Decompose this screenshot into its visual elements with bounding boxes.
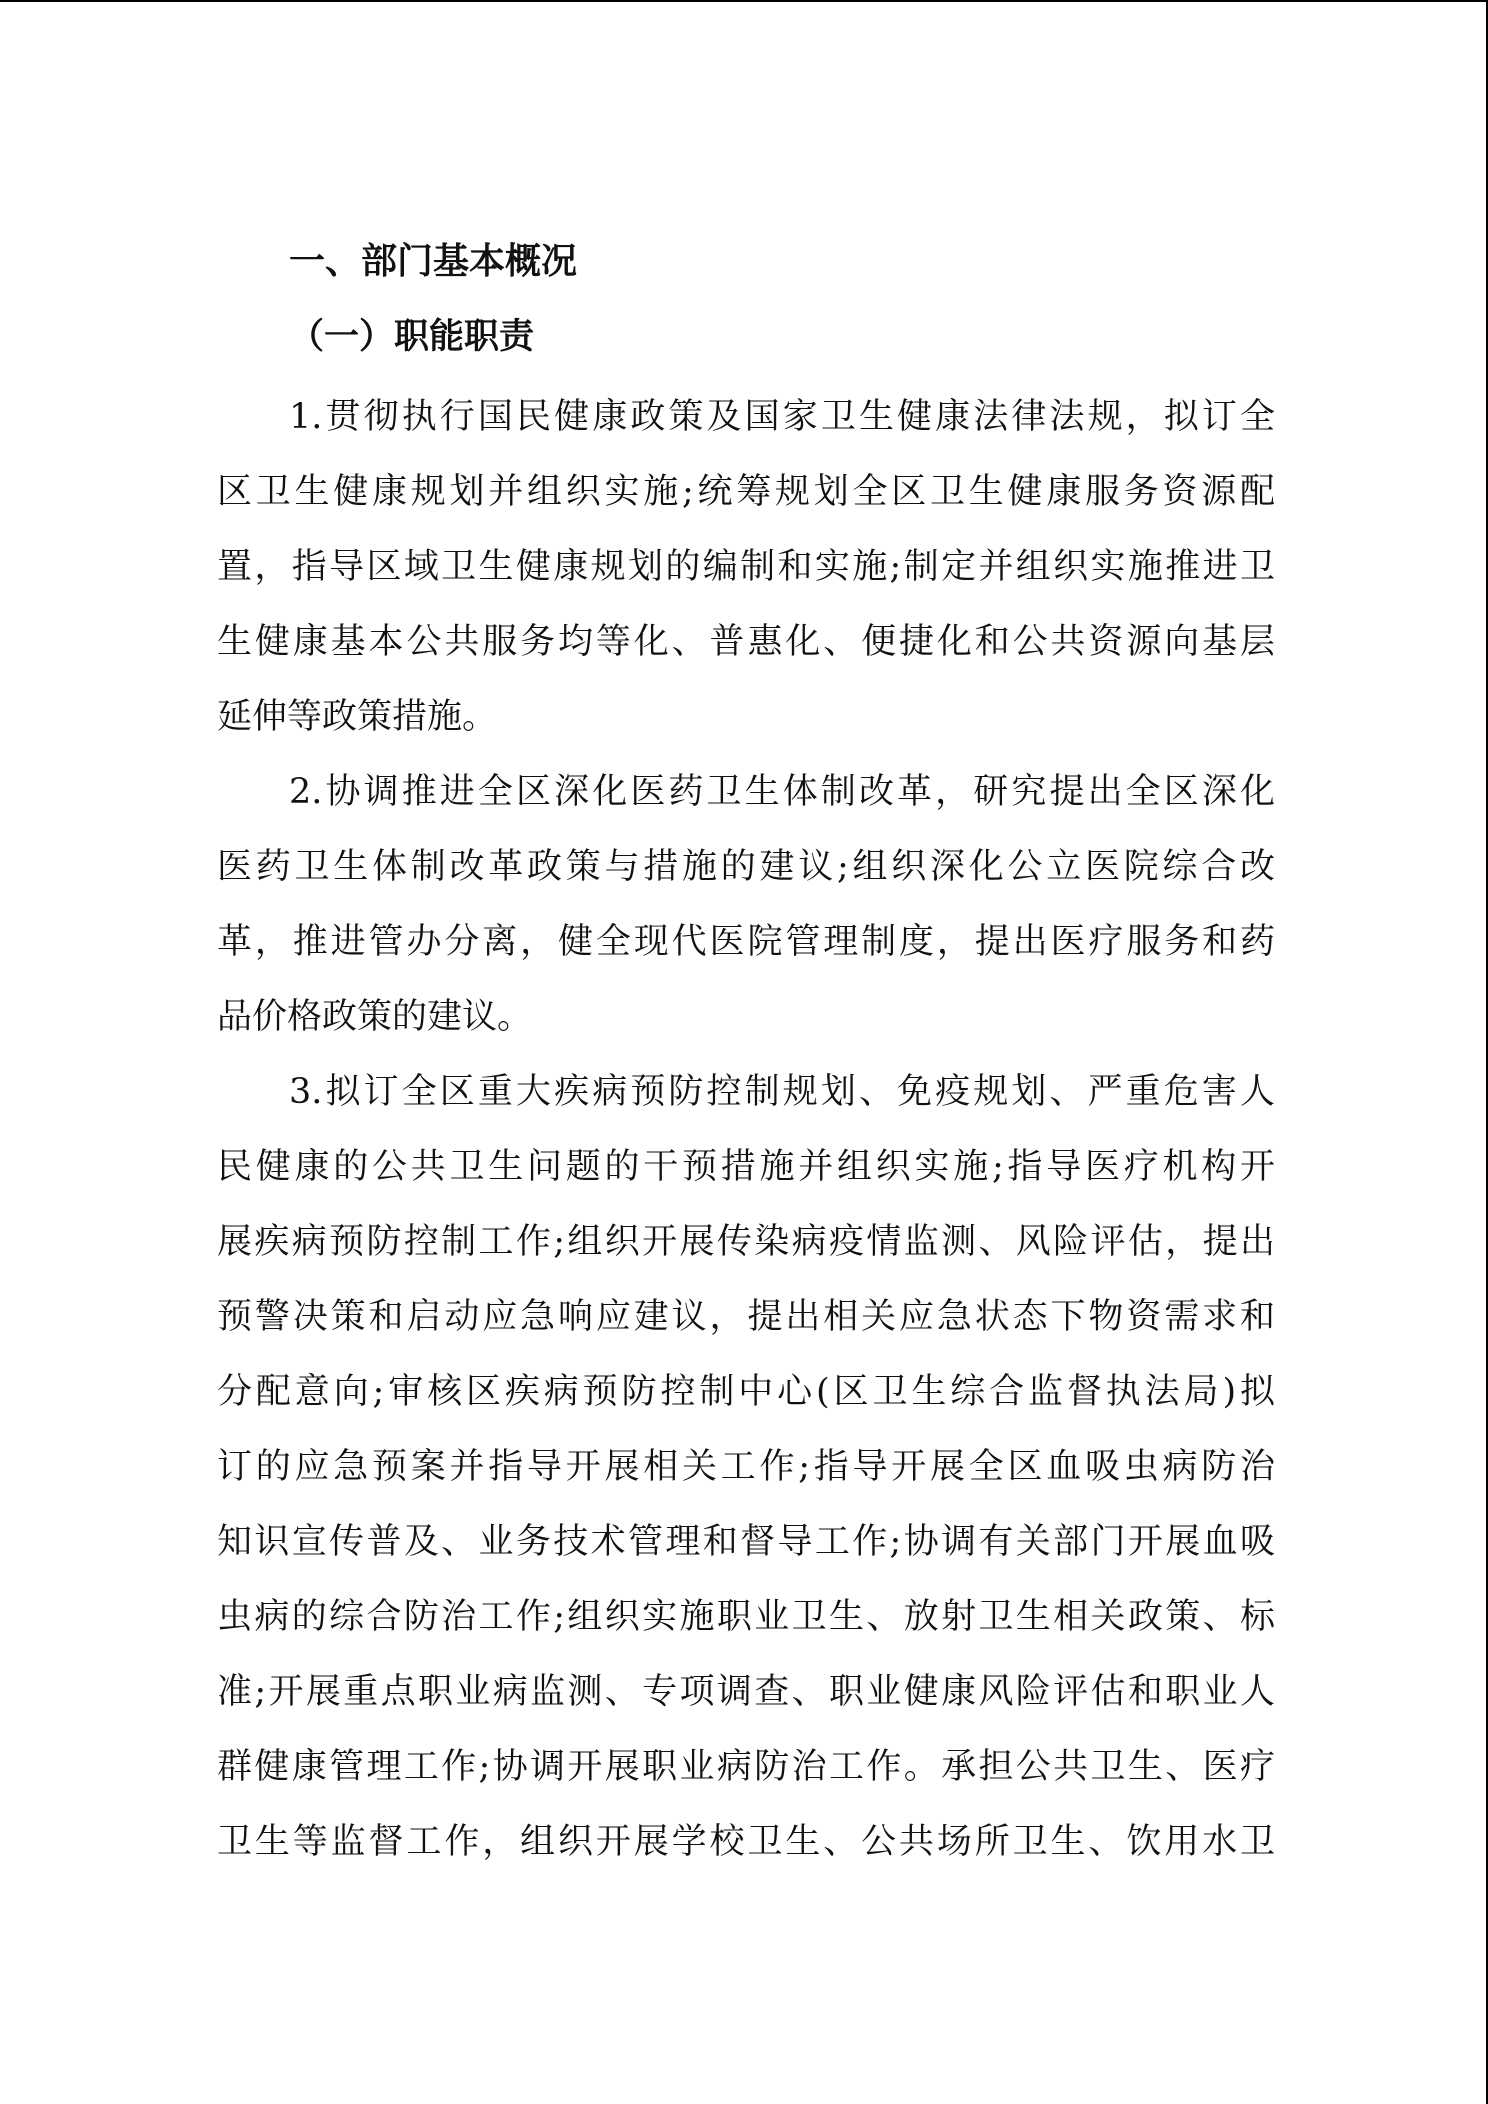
paragraph-line: 群健康管理工作;协调开展职业病防治工作。承担公共卫生、医疗 bbox=[217, 1747, 1275, 1787]
paragraph-line: 3.拟订全区重大疾病预防控制规划、免疫规划、严重危害人 bbox=[289, 1072, 1275, 1112]
paragraph-line: 1.贯彻执行国民健康政策及国家卫生健康法律法规，拟订全 bbox=[289, 397, 1275, 437]
paragraph-line: 品价格政策的建议。 bbox=[217, 997, 533, 1037]
paragraph-line: 区卫生健康规划并组织实施;统筹规划全区卫生健康服务资源配 bbox=[217, 472, 1275, 512]
paragraph-line: 革，推进管办分离，健全现代医院管理制度，提出医疗服务和药 bbox=[217, 922, 1275, 962]
paragraph-line: 延伸等政策措施。 bbox=[217, 697, 498, 737]
paragraph-line: 生健康基本公共服务均等化、普惠化、便捷化和公共资源向基层 bbox=[217, 622, 1275, 662]
paragraph-line: 置，指导区域卫生健康规划的编制和实施;制定并组织实施推进卫 bbox=[217, 547, 1275, 587]
paragraph-line: 预警决策和启动应急响应建议，提出相关应急状态下物资需求和 bbox=[217, 1297, 1275, 1337]
paragraph-line: 分配意向;审核区疾病预防控制中心(区卫生综合监督执法局)拟 bbox=[217, 1372, 1275, 1412]
paragraph-line: 2.协调推进全区深化医药卫生体制改革，研究提出全区深化 bbox=[289, 772, 1275, 812]
paragraph-line: 虫病的综合防治工作;组织实施职业卫生、放射卫生相关政策、标 bbox=[217, 1597, 1275, 1637]
paragraph-line: 医药卫生体制改革政策与措施的建议;组织深化公立医院综合改 bbox=[217, 847, 1275, 887]
paragraph-line: 知识宣传普及、业务技术管理和督导工作;协调有关部门开展血吸 bbox=[217, 1522, 1275, 1562]
paragraph-line: 民健康的公共卫生问题的干预措施并组织实施;指导医疗机构开 bbox=[217, 1147, 1275, 1187]
paragraph-line: 准;开展重点职业病监测、专项调查、职业健康风险评估和职业人 bbox=[217, 1672, 1275, 1712]
paragraph-line: 订的应急预案并指导开展相关工作;指导开展全区血吸虫病防治 bbox=[217, 1447, 1275, 1487]
subsection-heading: （一）职能职责 bbox=[289, 316, 535, 357]
paragraph-line: 卫生等监督工作，组织开展学校卫生、公共场所卫生、饮用水卫 bbox=[217, 1822, 1275, 1862]
section-heading: 一、部门基本概况 bbox=[289, 241, 578, 282]
paragraph-line: 展疾病预防控制工作;组织开展传染病疫情监测、风险评估，提出 bbox=[217, 1222, 1275, 1262]
